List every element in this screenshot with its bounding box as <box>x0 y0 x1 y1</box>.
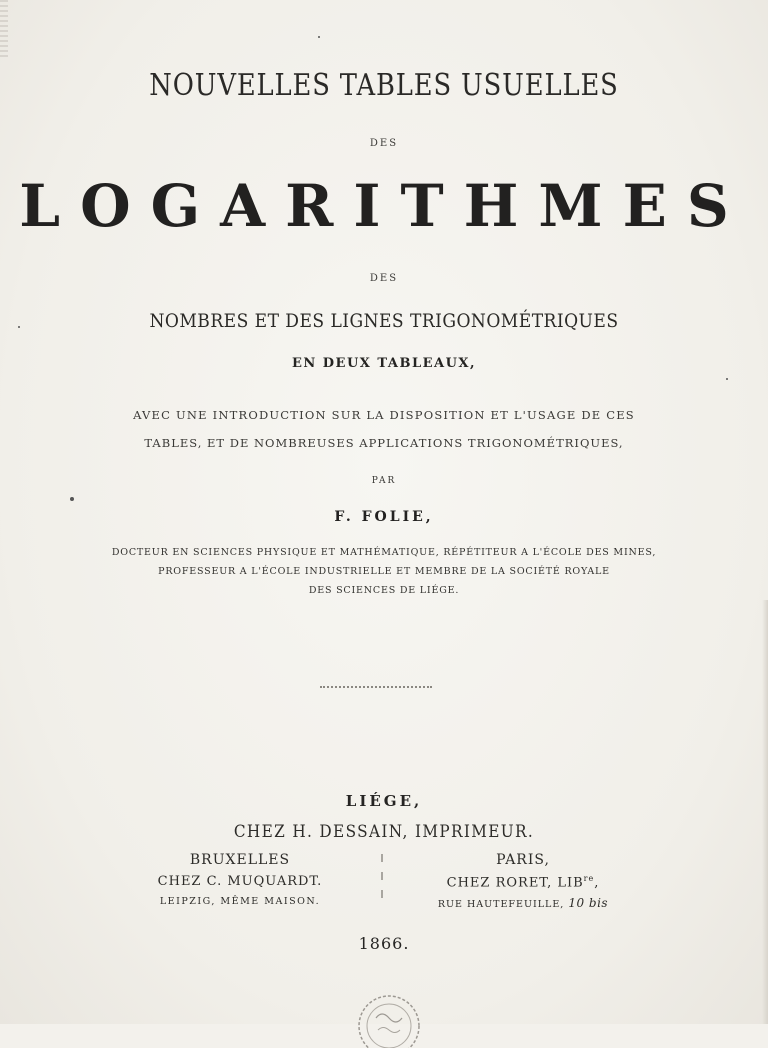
right-city: PARIS, <box>496 852 550 868</box>
right-address-street: RUE HAUTEFEUILLE, <box>437 899 565 910</box>
right-address-number: 10 bis <box>568 896 609 910</box>
paper-speck <box>318 36 320 38</box>
left-city: BRUXELLES <box>189 852 291 868</box>
connector-des-1: DES <box>369 138 399 149</box>
column-divider <box>379 854 385 916</box>
publication-year: 1866. <box>358 934 410 953</box>
author-credentials-line3: DES SCIENCES DE LIÉGE. <box>308 585 460 596</box>
paper-speck <box>726 378 728 380</box>
imprint-city: LIÉGE, <box>345 792 423 810</box>
right-publisher-name: CHEZ RORET, LIB <box>446 875 584 891</box>
page-edge-left <box>0 0 8 60</box>
intro-line1: AVEC UNE INTRODUCTION SUR LA DISPOSITION ET L'USAGE DE CES <box>133 408 635 422</box>
intro-line2: TABLES, ET DE NOMBREUSES APPLICATIONS TRIGONOMÉTRIQUES, <box>144 436 624 450</box>
page-edge-right <box>762 600 768 1024</box>
paper-speck <box>70 497 74 501</box>
by-line: PAR <box>371 476 397 486</box>
imprint-right-column <box>418 852 628 916</box>
subtitle: NOMBRES ET DES LIGNES TRIGONOMÉTRIQUES <box>149 310 619 332</box>
connector-des-2: DES <box>369 273 399 284</box>
library-stamp-seal <box>348 988 430 1048</box>
left-note: LEIPZIG, MÊME MAISON. <box>159 896 321 907</box>
right-publisher: CHEZ RORET, $LIB^{re}$, <box>446 874 600 891</box>
author-credentials-line2: PROFESSEUR A L'ÉCOLE INDUSTRIELLE ET MEMBRE DE LA SOCIÉTÉ ROYALE <box>158 566 610 577</box>
left-publisher: CHEZ C. MUQUARDT. <box>157 874 323 889</box>
imprint-printer: CHEZ H. DESSAIN, IMPRIMEUR. <box>233 822 535 842</box>
paper-speck <box>18 326 20 328</box>
right-address <box>418 896 628 916</box>
imprint-left-column <box>140 852 340 916</box>
right-publisher-sup: re <box>583 874 595 883</box>
main-title: LOGARITHMES <box>19 172 749 240</box>
title-line1: NOUVELLES TABLES USUELLES <box>149 68 619 103</box>
author-name: F. FOLIE, <box>334 509 434 525</box>
author-credentials-line1: DOCTEUR EN SCIENCES PHYSIQUE ET MATHÉMATIQUE, RÉPÉTITEUR A L'ÉCOLE DES MINES, <box>111 547 657 558</box>
two-tables-line: EN DEUX TABLEAUX, <box>291 356 477 371</box>
ornamental-rule <box>320 686 432 688</box>
